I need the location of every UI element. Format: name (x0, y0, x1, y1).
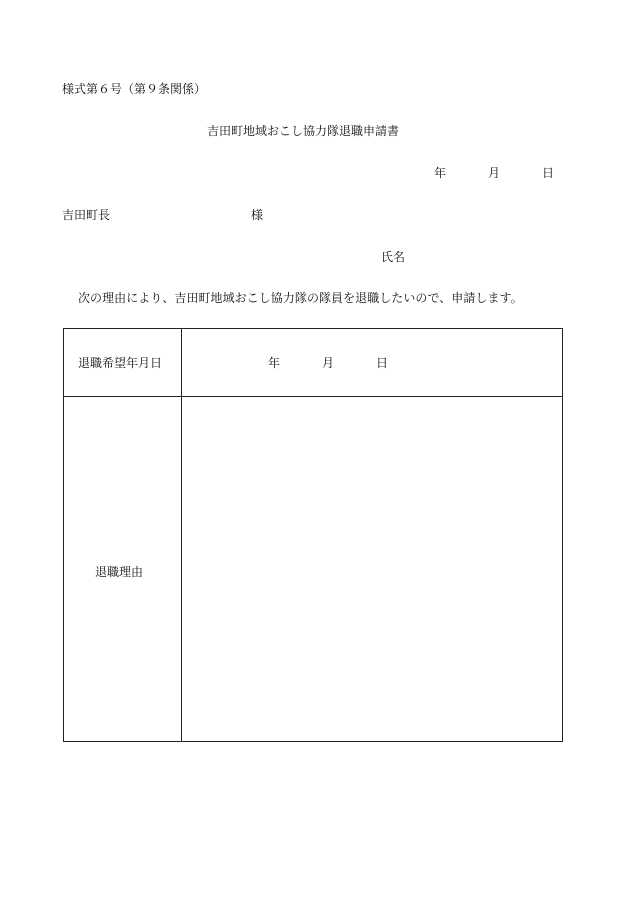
date-year-label: 年 (434, 166, 447, 180)
form-table (63, 328, 563, 742)
form-number: 様式第６号（第９条関係） (62, 82, 207, 96)
retirement-date-year[interactable]: 年 (268, 356, 281, 370)
document-title: 吉田町地域おこし協力隊退職申請書 (207, 124, 400, 138)
retirement-date-month[interactable]: 月 (322, 356, 335, 370)
retirement-reason-label: 退職理由 (95, 565, 144, 579)
applicant-name-label: 氏名 (381, 250, 406, 264)
date-day-label: 日 (542, 166, 555, 180)
retirement-date-day[interactable]: 日 (376, 356, 389, 370)
date-month-label: 月 (488, 166, 501, 180)
honorific: 様 (251, 208, 264, 222)
body-text: 次の理由により、吉田町地域おこし協力隊の隊員を退職したいので、申請します。 (78, 291, 523, 305)
retirement-reason-field[interactable] (182, 397, 562, 741)
retirement-date-label: 退職希望年月日 (78, 356, 163, 370)
addressee: 吉田町長 (62, 208, 111, 222)
